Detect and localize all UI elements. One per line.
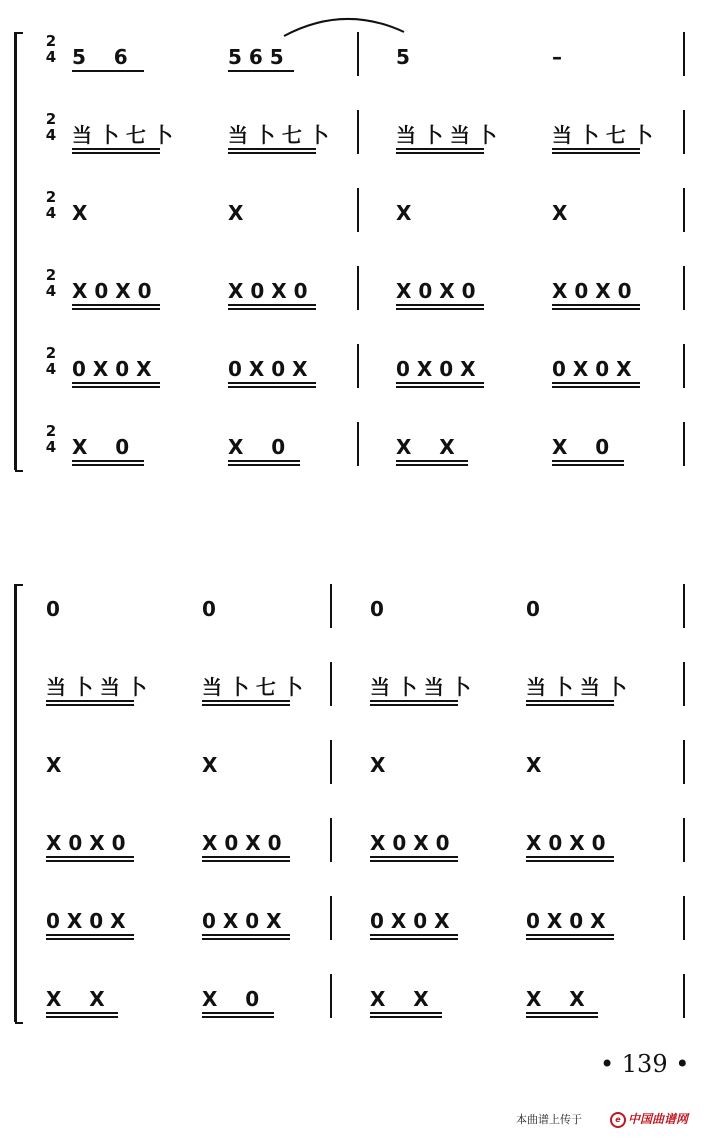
beam-line xyxy=(46,1012,118,1014)
beam-line-second xyxy=(72,308,160,310)
measure-notes: X 0 X 0 xyxy=(552,279,632,303)
beam-line xyxy=(370,934,458,936)
beam-line xyxy=(72,460,144,462)
measure-notes: X xyxy=(46,753,62,777)
beam-line xyxy=(526,700,614,702)
beam-line xyxy=(202,1012,274,1014)
beam-line-second xyxy=(46,1016,118,1018)
beam-line xyxy=(552,460,624,462)
beam-line xyxy=(552,148,640,150)
measure-notes: X xyxy=(228,201,244,225)
beam-line xyxy=(396,382,484,384)
measure-notes: X X xyxy=(370,987,429,1011)
measure-notes: X 0 X 0 xyxy=(202,831,282,855)
barline-end xyxy=(683,344,685,388)
beam-line xyxy=(552,382,640,384)
time-signature-top: 2 xyxy=(45,422,57,440)
measure-notes: X xyxy=(72,201,88,225)
measure-notes: 当 卜 七 卜 xyxy=(202,675,303,699)
beam-line xyxy=(228,148,316,150)
beam-line-second xyxy=(396,308,484,310)
measure-notes: X 0 X 0 xyxy=(46,831,126,855)
barline xyxy=(330,662,332,706)
beam-line-second xyxy=(228,152,316,154)
barline-end xyxy=(683,974,685,1018)
measure-notes: 当 卜 当 卜 xyxy=(46,675,147,699)
measure-notes: X xyxy=(552,201,568,225)
system-bracket xyxy=(14,32,17,470)
beam-line-second xyxy=(552,152,640,154)
beam-line-second xyxy=(72,152,160,154)
measure-notes: 当 卜 七 卜 xyxy=(72,123,173,147)
barline xyxy=(330,974,332,1018)
measure-notes: 0 X 0 X xyxy=(526,909,606,933)
time-signature-bottom: 4 xyxy=(45,126,57,144)
measure-notes: 当 卜 七 卜 xyxy=(228,123,329,147)
beam-line xyxy=(46,700,134,702)
beam-line-second xyxy=(552,464,624,466)
bracket-cap-bottom xyxy=(15,1022,23,1024)
time-signature-bottom: 4 xyxy=(45,204,57,222)
barline-end xyxy=(683,896,685,940)
beam-line xyxy=(526,934,614,936)
footer-logo-text: 中国曲谱网 xyxy=(628,1112,689,1126)
beam-line-second xyxy=(46,938,134,940)
slur-mark xyxy=(280,10,410,40)
beam-line-second xyxy=(228,386,316,388)
beam-line xyxy=(370,1012,442,1014)
barline xyxy=(330,584,332,628)
beam-line xyxy=(72,70,144,72)
barline xyxy=(357,266,359,310)
time-signature-bottom: 4 xyxy=(45,48,57,66)
measure-notes: 0 X 0 X xyxy=(396,357,476,381)
barline xyxy=(330,896,332,940)
time-signature-top: 2 xyxy=(45,32,57,50)
measure-notes: X xyxy=(526,753,542,777)
time-signature-bottom: 4 xyxy=(45,438,57,456)
beam-line-second xyxy=(202,860,290,862)
measure-notes: 5 xyxy=(396,45,410,69)
beam-line-second xyxy=(370,860,458,862)
barline-end xyxy=(683,584,685,628)
time-signature-bottom: 4 xyxy=(45,282,57,300)
barline-end xyxy=(683,188,685,232)
time-signature-top: 2 xyxy=(45,266,57,284)
measure-notes: 0 xyxy=(370,597,384,621)
beam-line-second xyxy=(396,152,484,154)
beam-line xyxy=(228,304,316,306)
time-signature-top: 2 xyxy=(45,344,57,362)
beam-line xyxy=(396,304,484,306)
beam-line-second xyxy=(228,464,300,466)
beam-line-second xyxy=(202,1016,274,1018)
beam-line-second xyxy=(46,860,134,862)
system-bracket xyxy=(14,584,17,1022)
barline xyxy=(357,344,359,388)
barline xyxy=(330,818,332,862)
beam-line xyxy=(202,856,290,858)
measure-notes: 5 6 xyxy=(72,45,128,69)
time-signature-top: 2 xyxy=(45,188,57,206)
measure-notes: 0 X 0 X xyxy=(202,909,282,933)
beam-line-second xyxy=(370,704,458,706)
measure-notes: X 0 xyxy=(72,435,130,459)
barline-end xyxy=(683,740,685,784)
measure-notes: 5 6 5 xyxy=(228,45,284,69)
beam-line-second xyxy=(396,464,468,466)
beam-line xyxy=(46,856,134,858)
measure-notes: X 0 xyxy=(202,987,260,1011)
beam-line-second xyxy=(228,308,316,310)
measure-notes: 0 xyxy=(526,597,540,621)
bracket-cap-top xyxy=(15,584,23,586)
measure-notes: X 0 xyxy=(228,435,286,459)
barline-end xyxy=(683,266,685,310)
beam-line xyxy=(396,460,468,462)
bracket-cap-bottom xyxy=(15,470,23,472)
beam-line xyxy=(72,304,160,306)
bracket-cap-top xyxy=(15,32,23,34)
barline xyxy=(357,110,359,154)
footer-logo xyxy=(610,1110,688,1128)
measure-notes: X xyxy=(370,753,386,777)
measure-notes: 0 xyxy=(46,597,60,621)
measure-notes: X 0 X 0 xyxy=(228,279,308,303)
measure-notes: X 0 X 0 xyxy=(526,831,606,855)
beam-line xyxy=(72,148,160,150)
barline xyxy=(357,422,359,466)
time-signature-bottom: 4 xyxy=(45,360,57,378)
measure-notes: X 0 X 0 xyxy=(72,279,152,303)
measure-notes: X 0 X 0 xyxy=(370,831,450,855)
beam-line-second xyxy=(526,1016,598,1018)
beam-line xyxy=(228,460,300,462)
beam-line xyxy=(202,934,290,936)
beam-line-second xyxy=(202,704,290,706)
beam-line xyxy=(396,148,484,150)
beam-line xyxy=(202,700,290,702)
page-number: • 139 • xyxy=(600,1050,690,1078)
measure-notes: X 0 xyxy=(552,435,610,459)
barline-end xyxy=(683,32,685,76)
beam-line-second xyxy=(72,386,160,388)
measure-notes: 当 卜 当 卜 xyxy=(526,675,627,699)
beam-line-second xyxy=(396,386,484,388)
measure-notes: 0 X 0 X xyxy=(370,909,450,933)
beam-line xyxy=(526,1012,598,1014)
beam-line-second xyxy=(526,938,614,940)
beam-line-second xyxy=(526,860,614,862)
beam-line-second xyxy=(370,938,458,940)
measure-notes: 当 卜 当 卜 xyxy=(370,675,471,699)
footer-credit: 本曲谱上传于 xyxy=(516,1113,582,1126)
beam-line-second xyxy=(370,1016,442,1018)
beam-line-second xyxy=(202,938,290,940)
beam-line xyxy=(228,382,316,384)
barline-end xyxy=(683,818,685,862)
measure-notes: X 0 X 0 xyxy=(396,279,476,303)
measure-notes: 0 xyxy=(202,597,216,621)
measure-notes: X X xyxy=(46,987,105,1011)
beam-line xyxy=(526,856,614,858)
beam-line xyxy=(46,934,134,936)
beam-line xyxy=(228,70,294,72)
measure-notes: 当 卜 当 卜 xyxy=(396,123,497,147)
beam-line-second xyxy=(552,386,640,388)
measure-notes: X X xyxy=(396,435,455,459)
measure-notes: X X xyxy=(526,987,585,1011)
barline-end xyxy=(683,422,685,466)
measure-notes: 0 X 0 X xyxy=(552,357,632,381)
beam-line xyxy=(370,856,458,858)
barline-end xyxy=(683,662,685,706)
barline xyxy=(357,188,359,232)
measure-notes: 当 卜 七 卜 xyxy=(552,123,653,147)
site-logo-icon: e xyxy=(610,1112,626,1128)
beam-line-second xyxy=(72,464,144,466)
measure-notes: X xyxy=(396,201,412,225)
measure-notes: X xyxy=(202,753,218,777)
barline xyxy=(330,740,332,784)
time-signature-top: 2 xyxy=(45,110,57,128)
beam-line xyxy=(72,382,160,384)
beam-line-second xyxy=(46,704,134,706)
measure-notes: 0 X 0 X xyxy=(72,357,152,381)
measure-notes: – xyxy=(552,45,562,69)
barline-end xyxy=(683,110,685,154)
measure-notes: 0 X 0 X xyxy=(46,909,126,933)
measure-notes: 0 X 0 X xyxy=(228,357,308,381)
beam-line-second xyxy=(526,704,614,706)
beam-line xyxy=(552,304,640,306)
beam-line xyxy=(370,700,458,702)
beam-line-second xyxy=(552,308,640,310)
